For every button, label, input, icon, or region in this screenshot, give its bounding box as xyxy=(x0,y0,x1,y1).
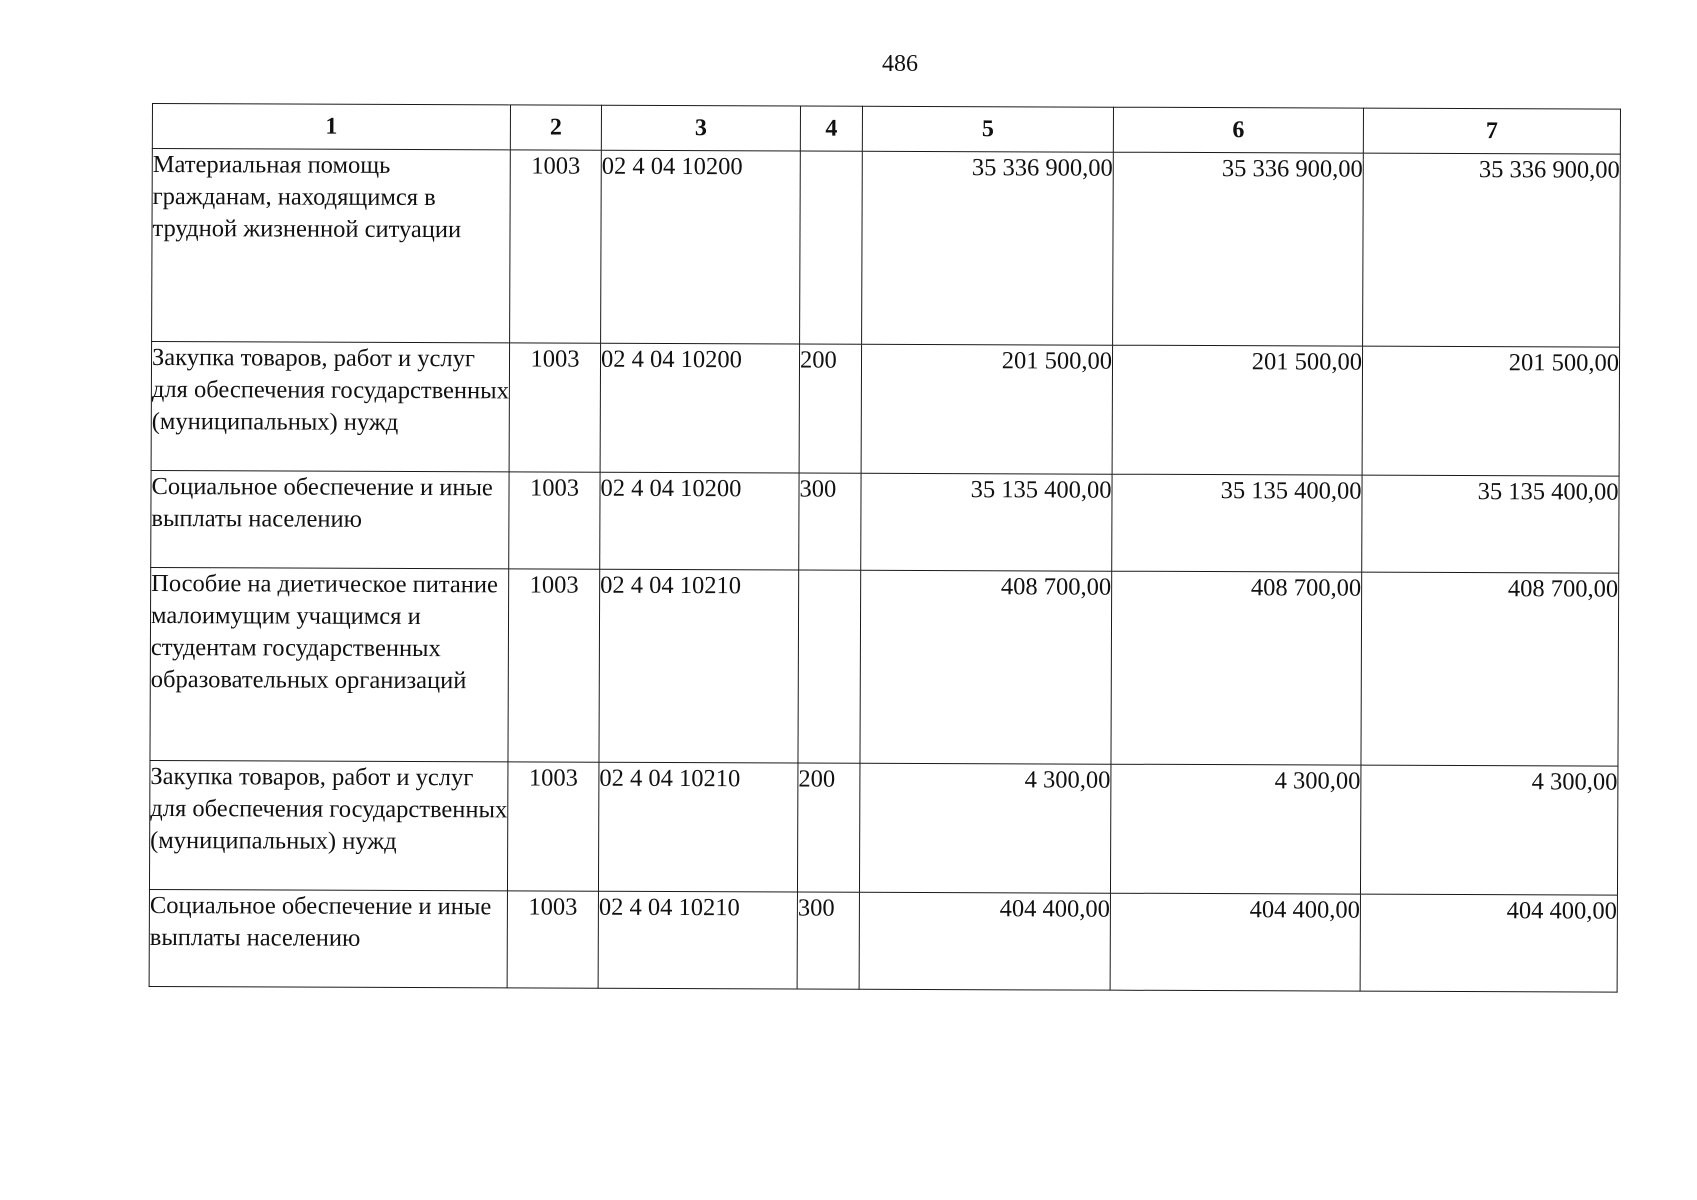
row-vr-cell: 300 xyxy=(797,892,859,989)
row-sum1-cell: 408 700,00 xyxy=(860,570,1112,764)
table-row xyxy=(151,342,1619,477)
row-name-cell: Социальное обеспечение и иные выплаты населению xyxy=(151,470,509,568)
row-sum3-cell: 201 500,00 xyxy=(1362,346,1619,476)
header-cell: 5 xyxy=(862,106,1113,152)
row-name-cell: Пособие на диетическое питание малоимущим учащимся и студентам государственных образовательных организаций xyxy=(150,567,509,761)
row-csr-cell: 02 4 04 10200 xyxy=(600,343,799,473)
row-name-cell: Социальное обеспечение и иные выплаты населению xyxy=(149,889,507,987)
row-rz-cell: 1003 xyxy=(509,343,600,472)
row-csr-cell: 02 4 04 10210 xyxy=(598,762,797,892)
row-rz-cell: 1003 xyxy=(507,762,598,891)
row-sum3-cell: 4 300,00 xyxy=(1360,765,1617,895)
row-sum3-cell: 35 135 400,00 xyxy=(1362,475,1619,573)
table-header xyxy=(152,104,1620,155)
header-row xyxy=(152,104,1620,155)
header-cell: 4 xyxy=(800,106,862,151)
table-body xyxy=(149,149,1620,993)
row-sum3-cell: 35 336 900,00 xyxy=(1363,153,1621,347)
table-row xyxy=(152,149,1621,348)
row-sum1-cell: 35 336 900,00 xyxy=(862,151,1114,345)
row-sum2-cell: 201 500,00 xyxy=(1112,345,1362,475)
row-vr-cell xyxy=(798,570,861,763)
row-rz-cell: 1003 xyxy=(510,150,602,343)
budget-table xyxy=(149,103,1621,993)
header-cell: 1 xyxy=(152,104,510,150)
table-row xyxy=(150,567,1619,766)
row-csr-cell: 02 4 04 10200 xyxy=(600,472,799,570)
row-sum3-cell: 404 400,00 xyxy=(1360,894,1617,992)
row-vr-cell xyxy=(800,151,863,344)
row-vr-cell: 200 xyxy=(799,344,861,473)
row-sum2-cell: 404 400,00 xyxy=(1110,893,1360,991)
row-sum2-cell: 35 336 900,00 xyxy=(1113,152,1364,346)
header-cell: 3 xyxy=(601,105,800,151)
header-cell: 2 xyxy=(510,105,601,150)
row-sum2-cell: 408 700,00 xyxy=(1111,571,1362,765)
table-row xyxy=(149,889,1617,992)
row-csr-cell: 02 4 04 10210 xyxy=(599,569,799,763)
row-sum1-cell: 404 400,00 xyxy=(859,892,1110,990)
page-number: 486 xyxy=(882,51,918,77)
row-rz-cell: 1003 xyxy=(509,472,600,569)
row-name-cell: Закупка товаров, работ и услуг для обеспечения государственных (муниципальных) нужд xyxy=(151,342,509,472)
row-sum2-cell: 35 135 400,00 xyxy=(1112,474,1362,572)
row-sum2-cell: 4 300,00 xyxy=(1110,764,1360,894)
row-csr-cell: 02 4 04 10210 xyxy=(598,891,797,989)
row-sum1-cell: 35 135 400,00 xyxy=(861,473,1112,571)
row-sum1-cell: 4 300,00 xyxy=(859,763,1110,893)
row-rz-cell: 1003 xyxy=(508,569,600,762)
row-vr-cell: 300 xyxy=(799,473,861,570)
row-name-cell: Закупка товаров, работ и услуг для обеспечения государственных (муниципальных) нужд xyxy=(149,760,507,890)
header-cell: 7 xyxy=(1363,108,1620,154)
row-rz-cell: 1003 xyxy=(507,891,598,988)
row-sum3-cell: 408 700,00 xyxy=(1361,572,1619,766)
row-sum1-cell: 201 500,00 xyxy=(861,344,1112,474)
table-row xyxy=(149,760,1617,895)
table-row xyxy=(151,470,1619,573)
row-vr-cell: 200 xyxy=(797,763,859,892)
header-cell: 6 xyxy=(1113,107,1363,153)
row-name-cell: Материальная помощь гражданам, находящимся в трудной жизненной ситуации xyxy=(152,149,511,343)
row-csr-cell: 02 4 04 10200 xyxy=(601,150,801,344)
